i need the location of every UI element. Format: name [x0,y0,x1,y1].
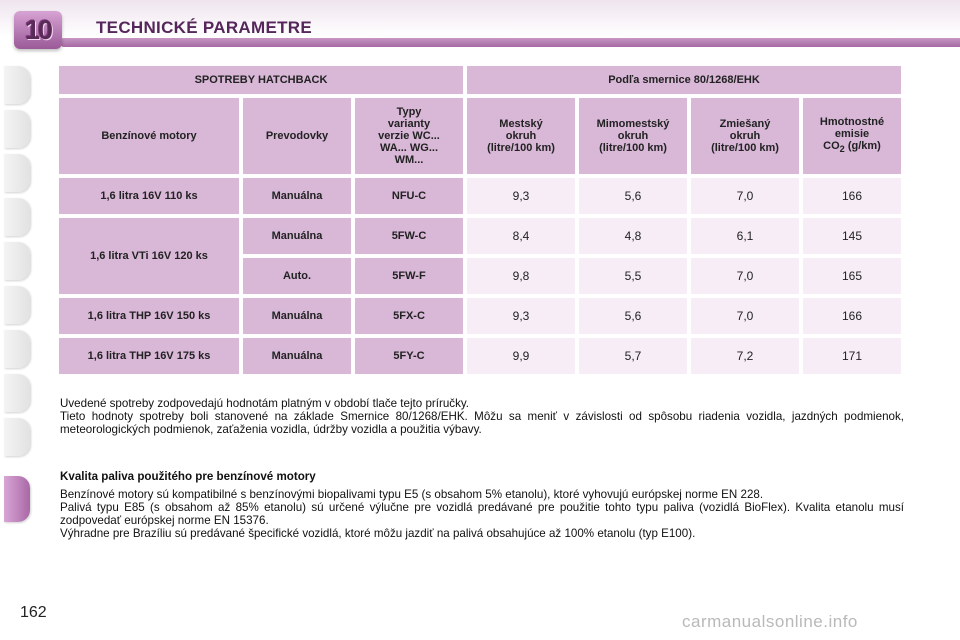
consumption-notes [60,397,904,436]
combined-header-line: Zmiešaný [719,118,771,130]
chapter-tab-8[interactable] [4,374,30,412]
fuel-paragraph: Benzínové motory sú kompatibilné s benzínovými biopalivami typu E5 (s obsahom 5% etanolu), ktoré vyhovujú európskej norme EN 228. [60,488,764,501]
co2-header-line: emisie [834,128,870,141]
type-cell: 5FW-F [355,258,463,294]
chapter-tab-3[interactable] [4,154,30,192]
chapter-tab-2[interactable] [4,110,30,148]
consumption-table [55,62,905,378]
extra-urban-cell: 5,6 [579,298,687,334]
type-cell: 5FW-C [355,218,463,254]
chapter-tab-9[interactable] [4,418,30,456]
col-header-type [355,98,463,174]
combined-header-line: okruh [729,130,761,142]
urban-cell: 9,8 [467,258,575,294]
fuel-quality-text [60,488,904,540]
combined-cell: 7,0 [691,298,799,334]
urban-cell: 9,9 [467,338,575,374]
chapter-tabs [0,66,34,580]
chapter-tab-5[interactable] [4,242,30,280]
co2-subscript: 2 [839,144,845,155]
co2-cell: 165 [803,258,901,294]
combined-cell: 6,1 [691,218,799,254]
page-number: 162 [20,604,47,621]
combined-cell: 7,0 [691,178,799,214]
chapter-tab-4[interactable] [4,198,30,236]
type-header-line: verzie WC... [378,130,440,142]
chapter-number: 10 [24,14,52,45]
engine-cell: 1,6 litra THP 16V 175 ks [59,338,239,374]
urban-cell: 8,4 [467,218,575,254]
chapter-title: TECHNICKÉ PARAMETRE [96,18,313,37]
fuel-paragraph: Výhradne pre Brazíliu sú predávané špecifické vozidlá, ktoré môžu jazdiť na palivá obsahujúce až 100% etanolu (typ E100). [60,527,696,540]
watermark: carmanualsonline.info [682,612,858,631]
urban-cell: 9,3 [467,298,575,334]
type-cell: 5FX-C [355,298,463,334]
group-header-hatchback: SPOTREBY HATCHBACK [59,66,463,94]
fuel-quality-heading: Kvalita paliva použitého pre benzínové motory [60,470,316,483]
co2-header-line: Hmotnostné [819,116,885,129]
extra-header-line: Mimomestský [596,118,670,130]
gearbox-cell: Manuálna [243,218,351,254]
col-header-gearbox: Prevodovky [243,98,351,174]
type-header-line: WM... [394,154,424,166]
type-header-line: WA... WG... [379,142,439,154]
group-header-directive: Podľa smernice 80/1268/EHK [467,66,901,94]
extra-urban-cell: 5,6 [579,178,687,214]
chapter-tab-6[interactable] [4,286,30,324]
type-header-line: varianty [387,118,431,130]
note-line: Tieto hodnoty spotreby boli stanovené na základe Smernice 80/1268/EHK. Môžu sa meniť v závislosti od spôsobu riadenia vozidla, jazdných podmienok, meteorologických podmienok, zaťaženia vozidla, údržby vozidla a použitia výbavy. [60,410,904,436]
engine-cell: 1,6 litra VTi 16V 120 ks [59,218,239,294]
co2-cell: 166 [803,178,901,214]
col-header-engines: Benzínové motory [59,98,239,174]
col-header-extra-urban [579,98,687,174]
table-row [59,338,901,374]
col-header-co2 [803,98,901,174]
gearbox-cell: Auto. [243,258,351,294]
engine-cell: 1,6 litra THP 16V 150 ks [59,298,239,334]
co2-cell: 145 [803,218,901,254]
extra-header-line: okruh [617,130,649,142]
urban-header-line: Mestský [499,118,543,130]
fuel-paragraph: Palivá typu E85 (s obsahom až 85% etanolu) sú určené výlučne pre vozidlá predávané pre použitie tohto typu paliva (vozidlá BioFlex). Kvalita etanolu musí zodpovedať európskej norme EN 15376. [60,501,904,527]
chapter-tab-7[interactable] [4,330,30,368]
combined-cell: 7,2 [691,338,799,374]
col-header-combined [691,98,799,174]
table-row [59,298,901,334]
urban-header-line: (litre/100 km) [487,142,555,154]
type-cell: 5FY-C [355,338,463,374]
co2-cell: 166 [803,298,901,334]
co2-label: CO [823,140,840,153]
co2-cell: 171 [803,338,901,374]
urban-cell: 9,3 [467,178,575,214]
chapter-tab-1[interactable] [4,66,30,104]
type-cell: NFU-C [355,178,463,214]
header-accent-bar [60,38,960,47]
combined-cell: 7,0 [691,258,799,294]
chapter-badge [14,11,62,49]
table-row [59,178,901,214]
extra-urban-cell: 5,5 [579,258,687,294]
gearbox-cell: Manuálna [243,298,351,334]
gearbox-cell: Manuálna [243,178,351,214]
engine-cell: 1,6 litra 16V 110 ks [59,178,239,214]
chapter-tab-10-active[interactable] [4,476,30,522]
type-header-line: Typy [396,106,422,118]
table-row [59,218,901,254]
extra-urban-cell: 4,8 [579,218,687,254]
co2-unit: (g/km) [844,140,881,153]
urban-header-line: okruh [505,130,537,142]
extra-urban-cell: 5,7 [579,338,687,374]
col-header-urban [467,98,575,174]
gearbox-cell: Manuálna [243,338,351,374]
combined-header-line: (litre/100 km) [711,142,779,154]
extra-header-line: (litre/100 km) [599,142,667,154]
note-line: Uvedené spotreby zodpovedajú hodnotám platným v období tlače tejto príručky. [60,397,470,410]
